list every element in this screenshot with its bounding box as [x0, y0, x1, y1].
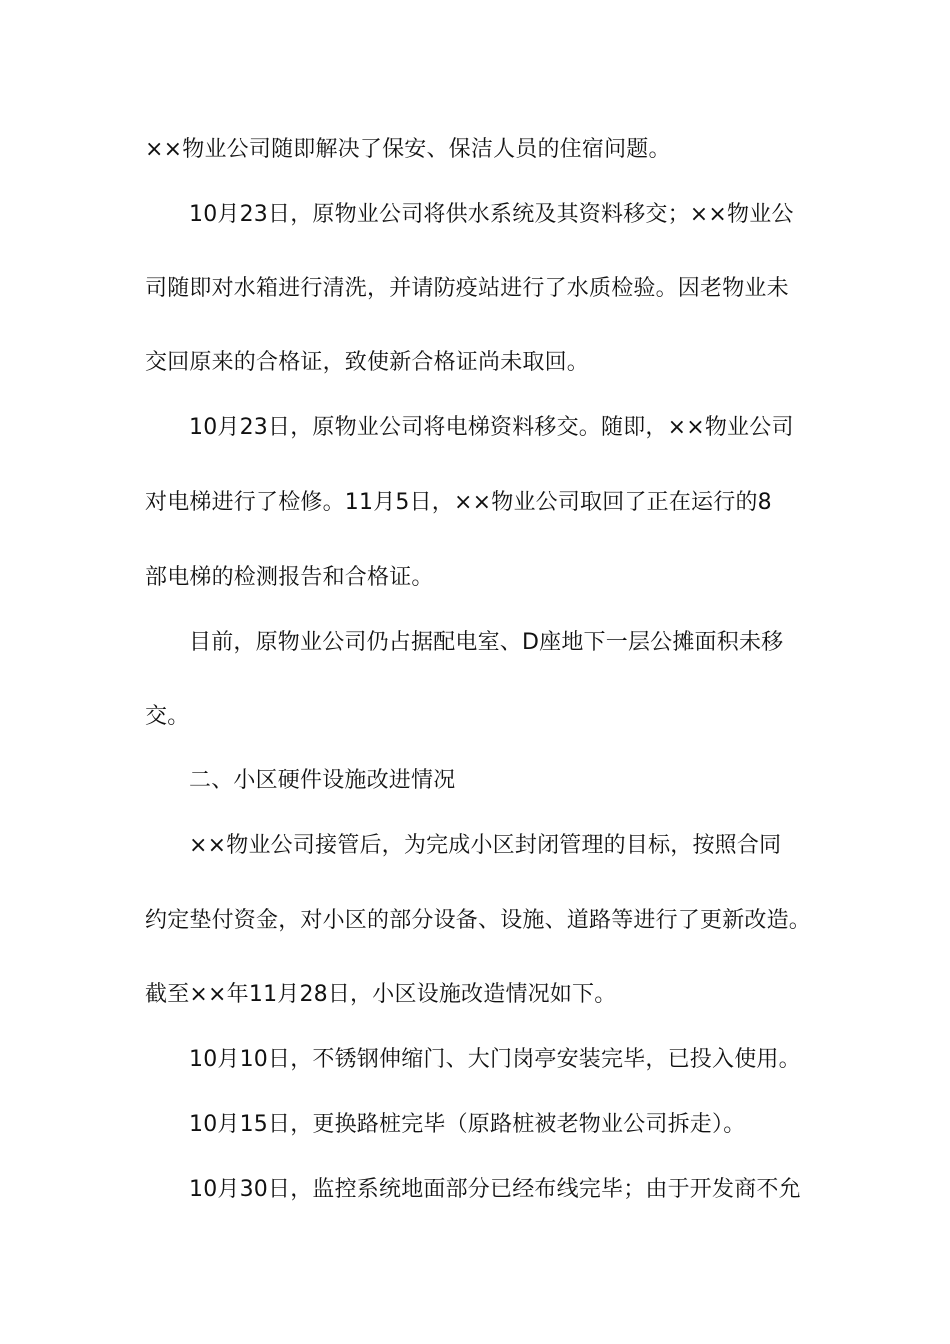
text-line: 10月15日，更换路桩完毕（原路桩被老物业公司拆走）。 — [189, 1112, 746, 1137]
text-line: 交。 — [145, 704, 190, 729]
text-line: 目前，原物业公司仍占据配电室、D座地下一层公摊面积未移 — [189, 630, 784, 655]
section-heading: 二、小区硬件设施改进情况 — [189, 768, 456, 793]
text-line: 截至××年11月28日，小区设施改造情况如下。 — [145, 982, 617, 1007]
text-line: 约定垫付资金，对小区的部分设备、设施、道路等进行了更新改造。 — [145, 908, 812, 933]
text-line: ××物业公司随即解决了保安、保洁人员的住宿问题。 — [145, 137, 671, 162]
text-line: 对电梯进行了检修。11月5日，××物业公司取回了正在运行的8 — [145, 490, 772, 515]
text-line: 司随即对水箱进行清洗，并请防疫站进行了水质检验。因老物业未 — [145, 276, 789, 301]
text-line: 10月10日，不锈钢伸缩门、大门岗亭安装完毕，已投入使用。 — [189, 1047, 801, 1072]
text-line: 交回原来的合格证，致使新合格证尚未取回。 — [145, 350, 590, 375]
text-line: 部电梯的检测报告和合格证。 — [145, 565, 434, 590]
text-line: 10月23日，原物业公司将电梯资料移交。随即，××物业公司 — [189, 415, 794, 440]
text-line: 10月30日，监控系统地面部分已经布线完毕；由于开发商不允 — [189, 1177, 801, 1202]
text-line: ××物业公司接管后，为完成小区封闭管理的目标，按照合同 — [189, 833, 782, 858]
text-line: 10月23日，原物业公司将供水系统及其资料移交；××物业公 — [189, 202, 794, 227]
